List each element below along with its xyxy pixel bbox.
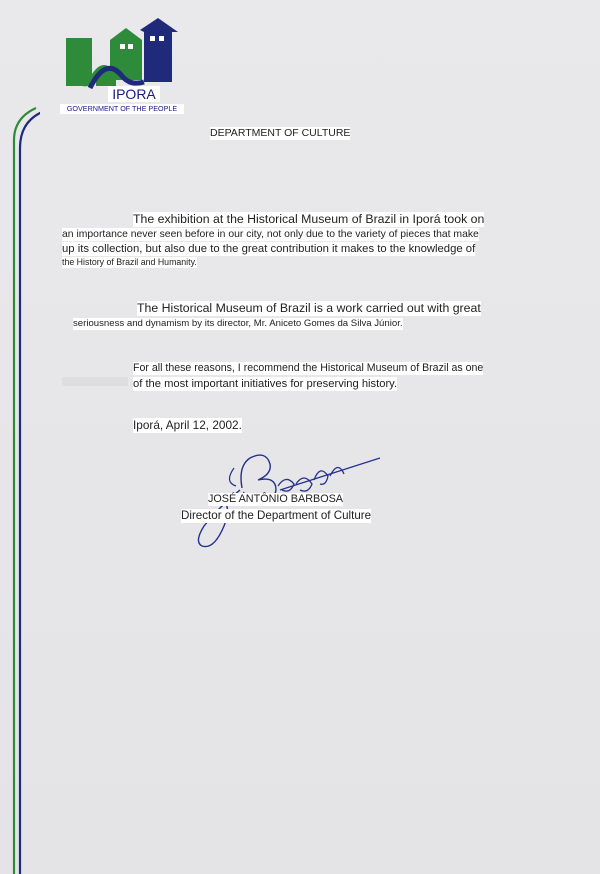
logo-tagline: GOVERNMENT OF THE PEOPLE: [60, 104, 184, 114]
date-place: Iporá, April 12, 2002.: [133, 418, 242, 432]
paper-smudge: [62, 377, 128, 386]
department-heading: DEPARTMENT OF CULTURE: [210, 127, 351, 139]
paragraph1-line2: an importance never seen before in our city, not only due to the variety of pieces that make: [62, 229, 479, 240]
paragraph3-line2: of the most important initiatives for preserving history.: [133, 378, 398, 390]
paragraph3-line1: For all these reasons, I recommend the Historical Museum of Brazil as one: [133, 362, 484, 374]
paragraph2-line1: The Historical Museum of Brazil is a work carried out with great: [137, 301, 481, 315]
paragraph2-line2: seriousness and dynamism by its director, Mr. Aniceto Gomes da Silva Júnior.: [73, 318, 403, 329]
signer-name: JOSÉ ANTÔNIO BARBOSA: [208, 493, 343, 505]
paragraph1-line4: the History of Brazil and Humanity.: [62, 257, 197, 267]
logo-name: IPORA: [108, 86, 160, 102]
margin-decoration: [0, 0, 40, 874]
paragraph1-line3: up its collection, but also due to the great contribution it makes to the knowledge of: [62, 243, 476, 255]
signer-role: Director of the Department of Culture: [181, 509, 372, 522]
paragraph1-line1: The exhibition at the Historical Museum of Brazil in Iporá took on: [133, 212, 485, 226]
